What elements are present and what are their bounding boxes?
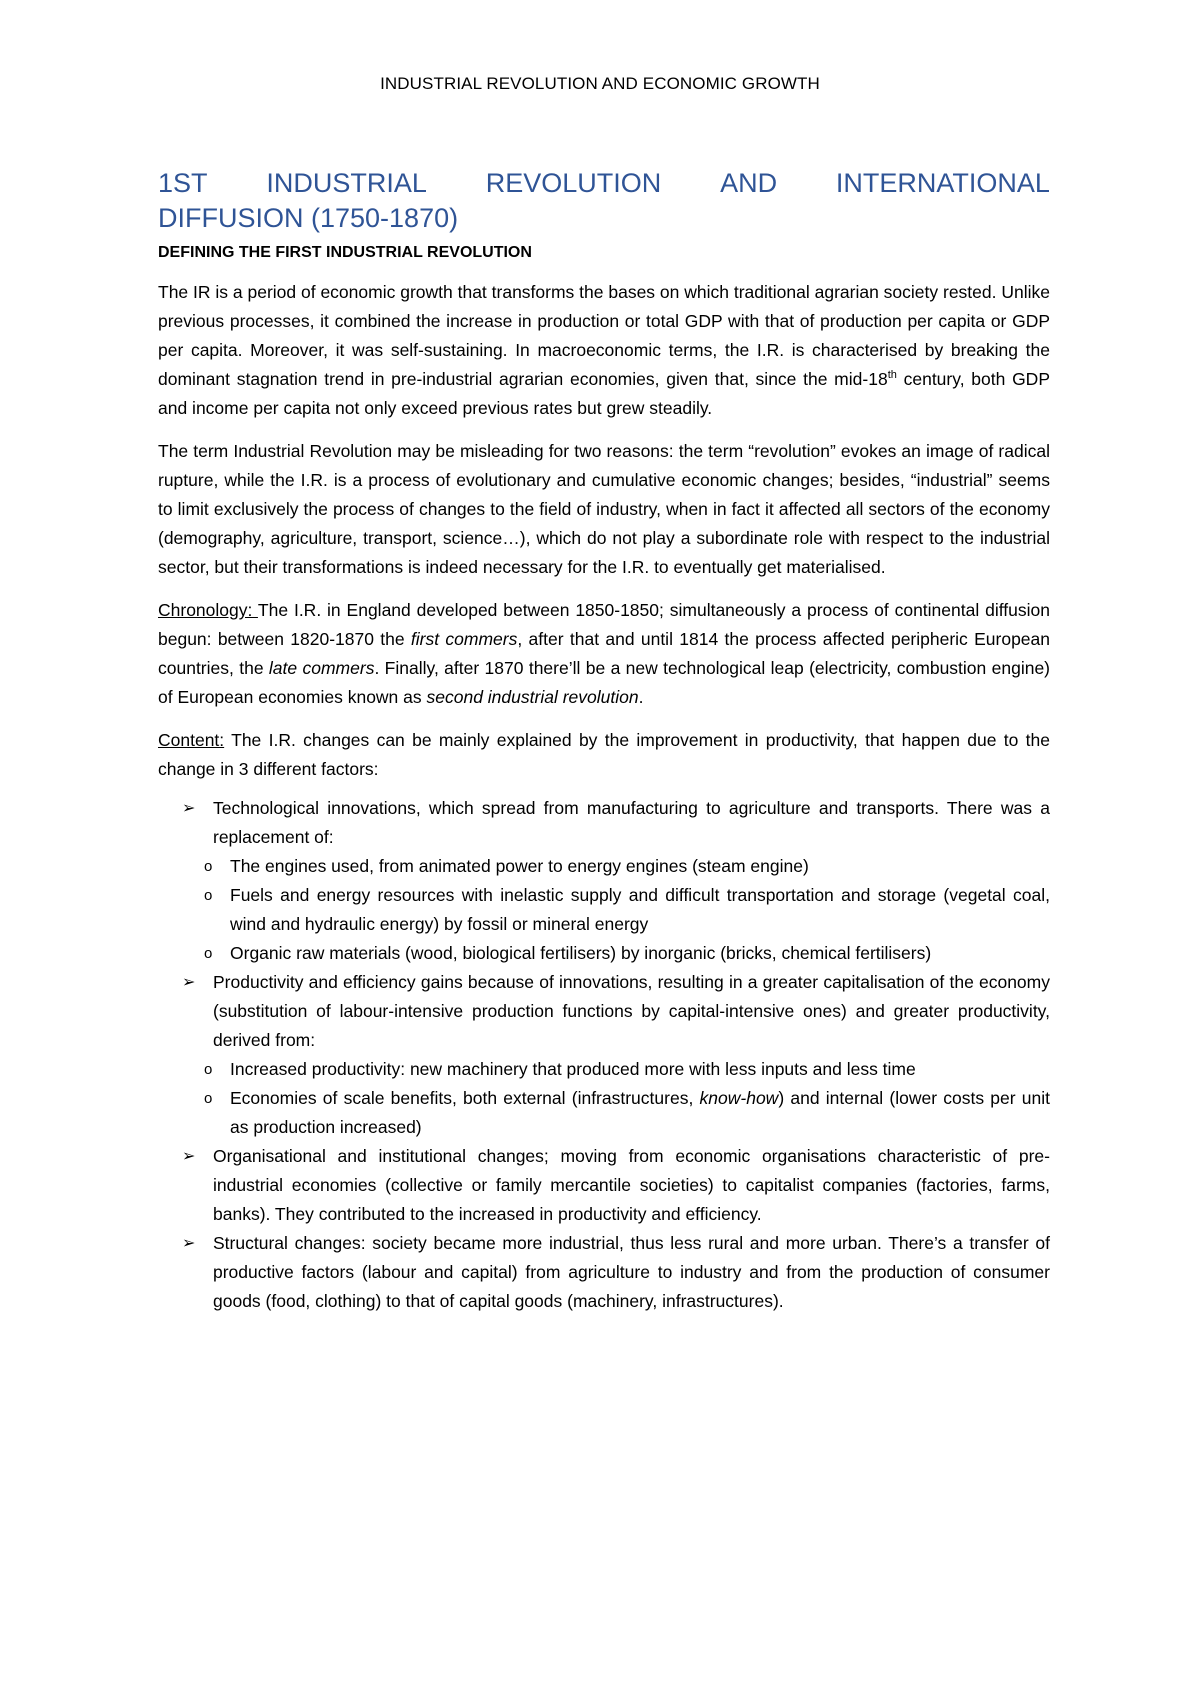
- sub-list-item-text: Organic raw materials (wood, biological fertilisers) by inorganic (bricks, chemical fertilisers): [230, 943, 932, 963]
- sub-list-item: [158, 881, 1050, 939]
- emphasis: second industrial revolution: [426, 687, 639, 707]
- sub-list-item-text: ) and internal (lower costs per unit as production increased): [230, 1088, 1051, 1137]
- list-item-text: Productivity and efficiency gains because of innovations, resulting in a greater capitalisation of the economy (substitution of labour-intensive production functions by capital-intensive ones) and greater productivity, derived from:: [213, 972, 1050, 1050]
- paragraph-text: , after that and until 1814 the process affected peripheric European countries, the: [158, 629, 1051, 678]
- title-word: INDUSTRIAL: [266, 168, 427, 198]
- sub-list-item: [158, 1084, 1050, 1142]
- list-item: [158, 968, 1050, 1142]
- sub-list-item: [158, 852, 1050, 881]
- sub-list-item-text: Economies of scale benefits, both external (infrastructures,: [230, 1088, 700, 1108]
- circle-bullet-icon: o: [204, 1061, 213, 1078]
- sub-list-item-text: The engines used, from animated power to energy engines (steam engine): [230, 856, 809, 876]
- paragraph-text: The I.R. changes can be mainly explained by the improvement in productivity, that happen due to the change in 3 different factors:: [158, 730, 1050, 779]
- circle-bullet-icon: o: [204, 1090, 213, 1107]
- sub-list-item-text: Fuels and energy resources with inelastic supply and difficult transportation and storage (vegetal coal, wind and hydraulic energy) by fossil or mineral energy: [230, 885, 1050, 934]
- paragraph-content: [158, 726, 1050, 784]
- chronology-label: Chronology:: [158, 600, 258, 620]
- circle-bullet-icon: o: [204, 858, 213, 875]
- emphasis: know-how: [699, 1088, 779, 1108]
- factor-list: [158, 794, 1050, 1316]
- section-title: [158, 166, 1050, 236]
- superscript: th: [887, 369, 897, 382]
- circle-bullet-icon: o: [204, 945, 213, 962]
- paragraph-term: The term Industrial Revolution may be misleading for two reasons: the term “revolution” evokes an image of radical rupture, while the I.R. is a process of evolutionary and cumulative economic changes; besides, “industrial” seems to limit exclusively the process of changes to the field of industry, when in fact it affected all sectors of the economy (demography, agriculture, transport, science…), which do not play a subordinate role with respect to the industrial sector, but their transformations is indeed necessary for the I.R. to eventually get materialised.: [158, 441, 1050, 577]
- sub-list: [204, 852, 1050, 968]
- sub-list-item: [158, 939, 1050, 968]
- list-item: [158, 1142, 1050, 1229]
- list-item: [158, 1229, 1050, 1316]
- sub-list: [204, 1055, 1051, 1142]
- list-item-text: Technological innovations, which spread from manufacturing to agriculture and transports. There was a replacement of:: [213, 798, 1050, 847]
- subheading: DEFINING THE FIRST INDUSTRIAL REVOLUTION: [158, 244, 532, 261]
- paragraph-text: .: [638, 687, 644, 707]
- paragraph-definition: [158, 278, 1050, 423]
- document-body: [158, 166, 1050, 1316]
- title-word: REVOLUTION: [485, 168, 662, 198]
- sub-list-item: [158, 1055, 1050, 1084]
- arrow-bullet-icon: ➢: [182, 1148, 196, 1165]
- paragraph-text: The I.R. in England developed between 1850-1850; simultaneously a process of continental diffusion begun: between 1820-1870 the: [158, 600, 1050, 649]
- arrow-bullet-icon: ➢: [182, 974, 196, 991]
- list-item-text: Structural changes: society became more industrial, thus less rural and more urban. There’s a transfer of productive factors (labour and capital) from agriculture to industry and from the production of consumer goods (food, clothing) to that of capital goods (machinery, infrastructures).: [213, 1233, 1050, 1311]
- title-word: 1ST: [158, 168, 208, 198]
- section-title-line1: [158, 166, 1050, 201]
- arrow-bullet-icon: ➢: [182, 1235, 196, 1252]
- arrow-bullet-icon: ➢: [182, 800, 196, 817]
- running-header: INDUSTRIAL REVOLUTION AND ECONOMIC GROWTH: [380, 74, 820, 93]
- title-word: AND: [720, 168, 778, 198]
- paragraph-text: The IR is a period of economic growth that transforms the bases on which traditional agrarian society rested. Unlike previous processes, it combined the increase in production or total GDP with that of production per capita or GDP per capita. Moreover, it was self-sustaining. In macroeconomic terms, the I.R. is characterised by breaking the dominant stagnation trend in pre-industrial agrarian economies, given that, since the mid-18: [158, 282, 1050, 389]
- emphasis: first commers: [410, 629, 518, 649]
- content-label: Content:: [158, 730, 225, 750]
- list-item-text: Organisational and institutional changes; moving from economic organisations characteristic of pre-industrial economies (collective or family mercantile societies) to capitalist companies (factories, farms, banks). They contributed to the increased in productivity and efficiency.: [213, 1146, 1050, 1224]
- paragraph-chronology: [158, 596, 1050, 712]
- emphasis: late commers: [268, 658, 375, 678]
- section-title-line2: DIFFUSION (1750-1870): [158, 203, 459, 233]
- paragraph-text: . Finally, after 1870 there’ll be a new technological leap (electricity, combustion engine) of European economies known as: [158, 658, 1050, 707]
- paragraph-text: century, both GDP and income per capita not only exceed previous rates but grew steadily.: [158, 369, 1050, 418]
- list-item: [158, 794, 1050, 968]
- circle-bullet-icon: o: [204, 887, 213, 904]
- sub-list-item-text: Increased productivity: new machinery that produced more with less inputs and less time: [230, 1059, 916, 1079]
- title-word: INTERNATIONAL: [835, 168, 1050, 198]
